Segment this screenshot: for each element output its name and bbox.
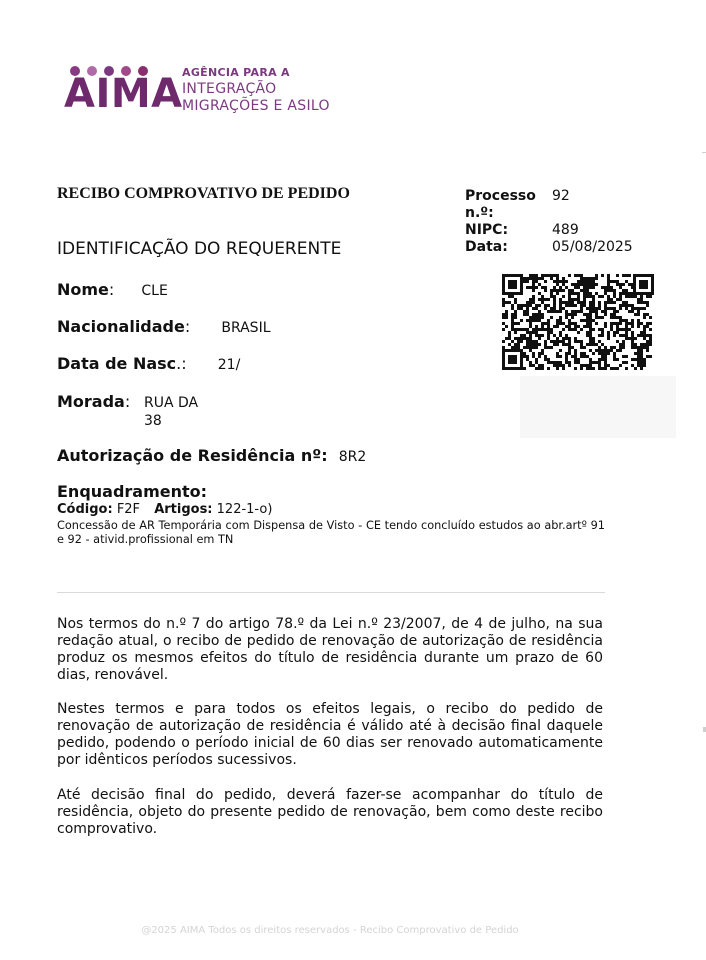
enquadramento-title: Enquadramento: (57, 482, 208, 501)
logo-agency-name (182, 64, 362, 115)
codigo-label: Código: (57, 502, 113, 517)
edge-mark-top (702, 152, 706, 153)
autorizacao-label: Autorização de Residência nº: (57, 446, 328, 465)
morada-line-1: RUA DA (144, 395, 199, 411)
logo-wordmark: AIMA (64, 71, 183, 117)
legal-paragraph-2: Nestes termos e para todos os efeitos legais, o recibo do pedido de renovação de autorização de residência é válido até à decisão final daquele pedido, podendo o período inicial de 60 dias ser renovado automaticamente por idênticos períodos sucessivos. (57, 701, 603, 768)
divider (57, 592, 605, 593)
nacionalidade-label: Nacionalidade (57, 317, 185, 336)
legal-paragraph-1: Nos termos do n.º 7 do artigo 78.º da Lei n.º 23/2007, de 4 de julho, na sua redação atual, o recibo de pedido de renovação de autorização de residência produz os mesmos efeitos do título de residência durante um prazo de 60 dias, renovável. (57, 616, 603, 683)
field-data-nasc: Data de Nasc.: 21/ (57, 354, 241, 373)
nasc-label: Data de Nasc (57, 354, 177, 373)
redacted-area (520, 376, 676, 438)
aima-logo (64, 64, 354, 117)
processo-label: Processo n.º: (465, 188, 536, 221)
nacionalidade-value: BRASIL (221, 320, 271, 336)
nome-value: CLE (141, 283, 168, 299)
enquadramento-codes (57, 502, 272, 517)
enquadramento-description: Concessão de AR Temporária com Dispensa de Visto - CE tendo concluído estudos ao abr.artº 91 e 92 - ativid.profissional em TN (57, 519, 605, 546)
process-meta (465, 188, 633, 256)
data-value: 05/08/2025 (552, 239, 633, 255)
section-heading: IDENTIFICAÇÃO DO REQUERENTE (57, 239, 342, 259)
logo-line-3: MIGRAÇÕES E ASILO (182, 98, 330, 114)
field-nacionalidade: Nacionalidade: BRASIL (57, 317, 271, 336)
field-autorizacao (57, 446, 366, 465)
qr-code (502, 274, 654, 370)
field-nome: Nome: CLE (57, 280, 168, 299)
footer-text: @2025 AIMA Todos os direitos reservados - Recibo Comprovativo de Pedido (141, 925, 519, 936)
nipc-value: 489 (552, 222, 579, 238)
nasc-value: 21/ (217, 357, 241, 373)
document-title: RECIBO COMPROVATIVO DE PEDIDO (57, 185, 350, 202)
data-label: Data: (465, 239, 508, 255)
autorizacao-value: 8R2 (338, 449, 367, 465)
logo-line-1: AGÊNCIA PARA A (182, 66, 290, 79)
morada-value (144, 394, 198, 430)
field-morada: Morada: (57, 392, 131, 411)
morada-line-2: 38 (144, 413, 162, 429)
codigo-value: F2F (116, 502, 141, 517)
processo-value: 92 (552, 188, 570, 204)
nipc-label: NIPC: (465, 222, 509, 238)
nome-label: Nome (57, 280, 109, 299)
legal-paragraph-3: Até decisão final do pedido, deverá fazer-se acompanhar do título de residência, objeto do presente pedido de renovação, bem como deste recibo comprovativo. (57, 787, 603, 837)
artigos-value: 122-1-o) (216, 502, 273, 517)
morada-label: Morada (57, 392, 125, 411)
artigos-label: Artigos: (154, 502, 213, 517)
logo-line-2: INTEGRAÇÃO (182, 81, 277, 97)
